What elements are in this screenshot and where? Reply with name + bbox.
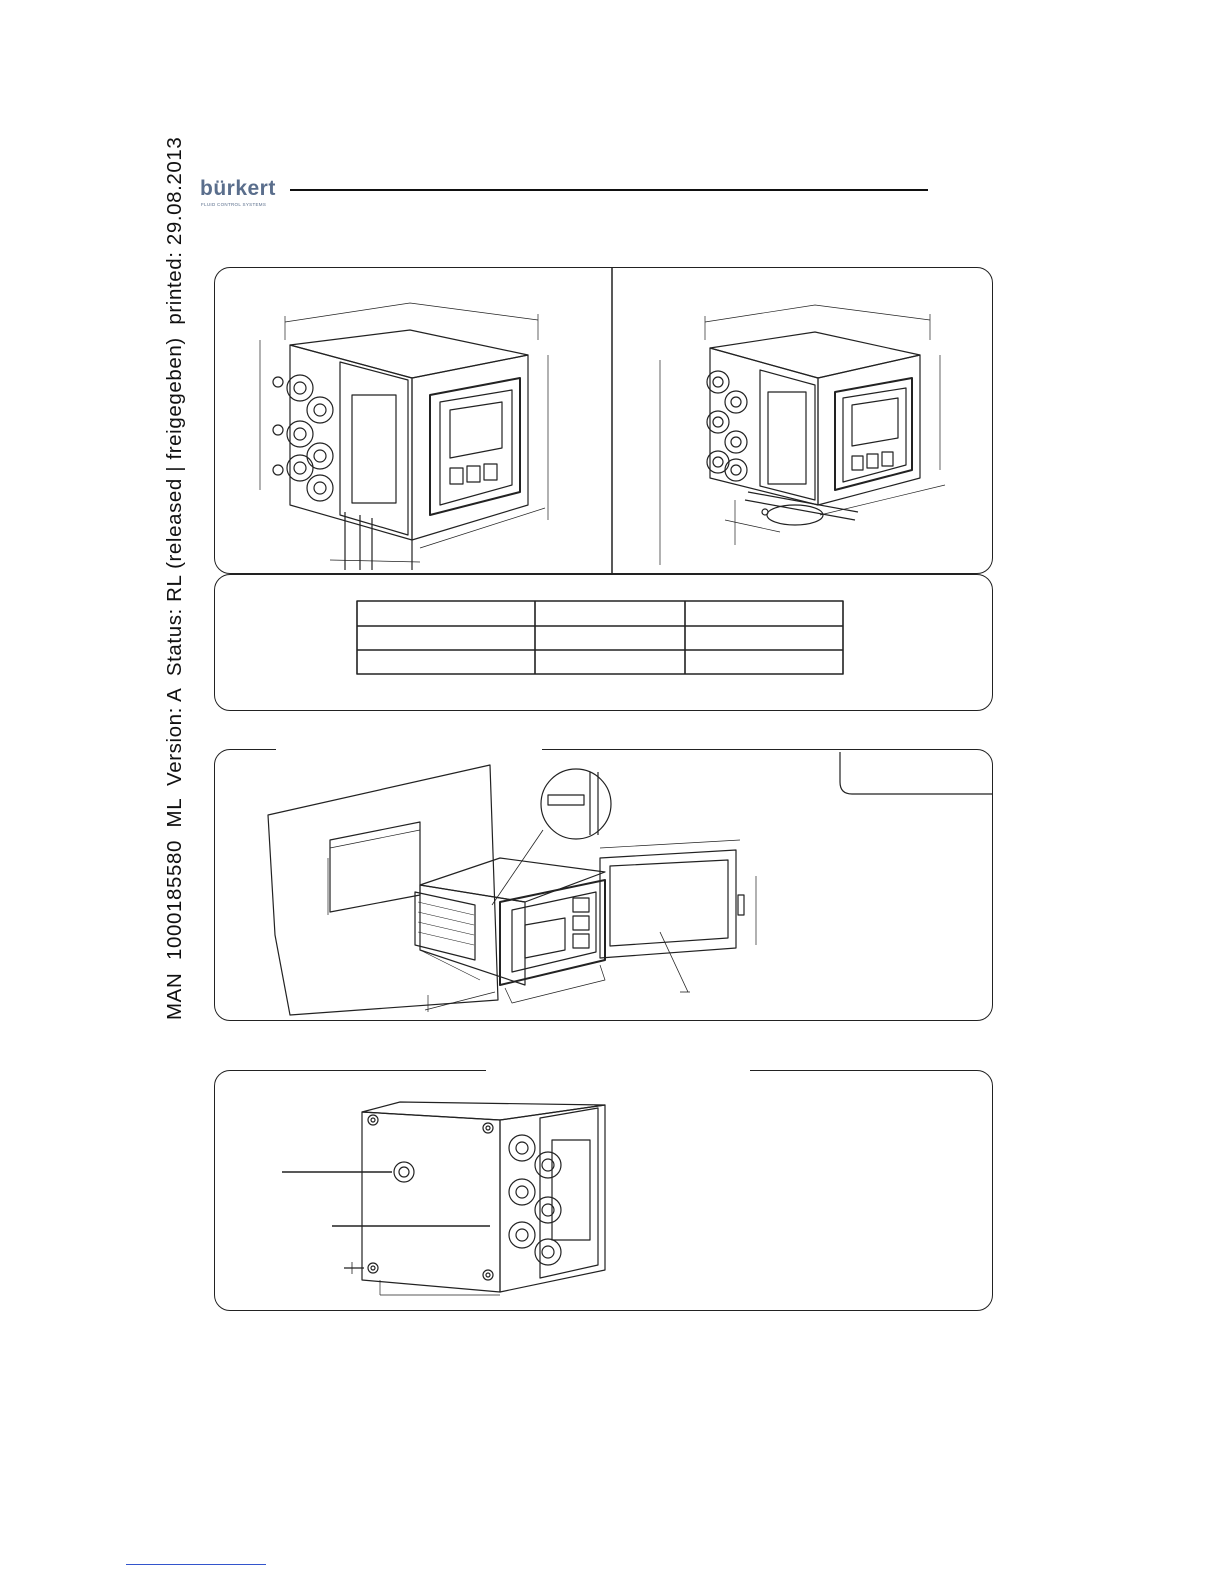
dimension-table [357, 601, 843, 674]
wall-mount-drawing-icon [260, 303, 548, 570]
document-id-vertical: MAN 1000185580 ML Version: A Status: RL (released | freigegeben) printed: 29.08.2013 [163, 136, 186, 1020]
panel-mount-drawing-icon [268, 765, 756, 1015]
footer-link-line [126, 1564, 266, 1565]
brand-tagline: FLUID CONTROL SYSTEMS [201, 202, 267, 207]
pipe-mount-drawing-icon [660, 305, 945, 565]
brand-name: bürkert [200, 177, 276, 200]
rear-view-drawing-icon [282, 1102, 605, 1295]
